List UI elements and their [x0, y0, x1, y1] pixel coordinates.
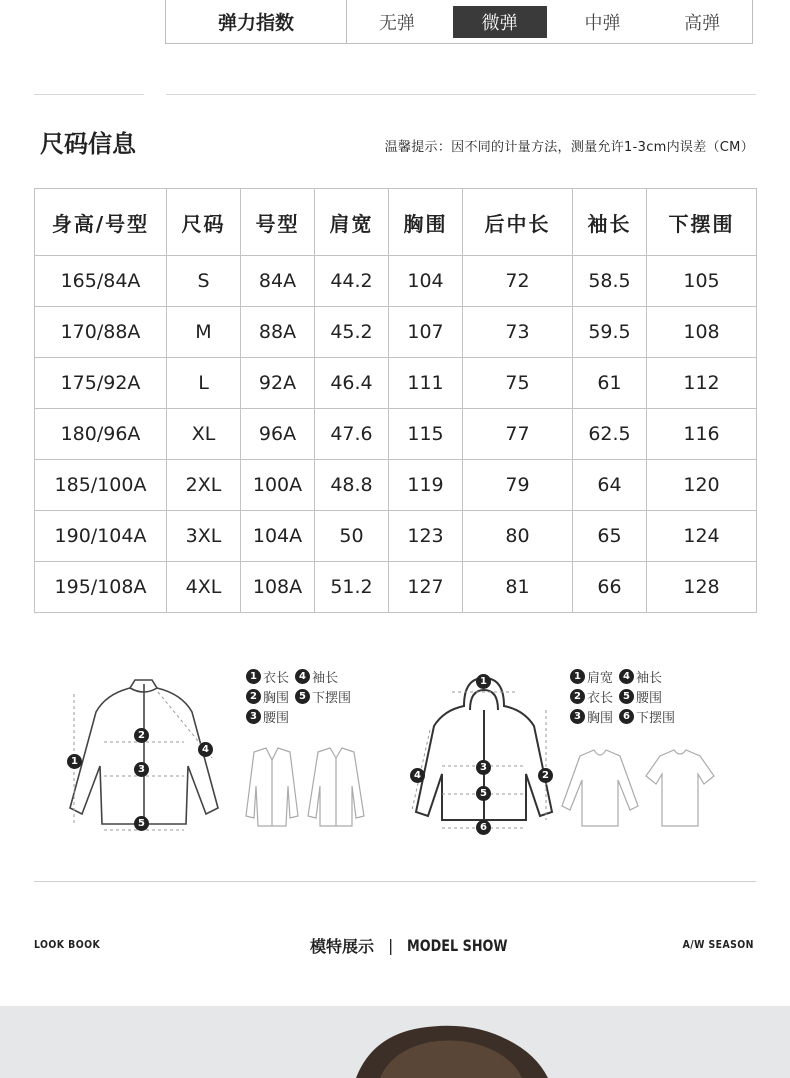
- table-cell: 190/104A: [35, 511, 167, 562]
- table-cell: 104: [389, 256, 463, 307]
- size-table-body: [35, 256, 757, 613]
- table-cell: 80: [463, 511, 573, 562]
- legend-num: 1: [246, 669, 261, 684]
- legend-label: 腰围: [636, 690, 663, 706]
- model-show-en: MODEL SHOW: [407, 936, 508, 955]
- table-row: [35, 307, 757, 358]
- elasticity-row: [165, 0, 753, 44]
- table-cell: 46.4: [315, 358, 389, 409]
- table-cell: 81: [463, 562, 573, 613]
- measurement-tip: 温馨提示：因不同的计量方法，测量允许1-3cm内误差（CM）: [384, 140, 754, 155]
- legend-label: 胸围: [587, 710, 614, 726]
- table-cell: 127: [389, 562, 463, 613]
- table-row: [35, 358, 757, 409]
- table-row: [35, 256, 757, 307]
- marker-2: 2: [134, 728, 149, 743]
- table-cell: 108A: [241, 562, 315, 613]
- legend-num: 2: [246, 689, 261, 704]
- table-cell: 73: [463, 307, 573, 358]
- table-cell: 108: [647, 307, 757, 358]
- legend-label: 肩宽: [587, 670, 614, 686]
- legend-num: 6: [619, 709, 634, 724]
- table-cell: 116: [647, 409, 757, 460]
- elasticity-label: 弹力指数: [166, 0, 347, 43]
- marker-1: 1: [67, 754, 82, 769]
- table-cell: 62.5: [573, 409, 647, 460]
- marker-1: 1: [476, 674, 491, 689]
- marker-5: 5: [476, 786, 491, 801]
- table-row: [35, 409, 757, 460]
- marker-3: 3: [134, 762, 149, 777]
- table-cell: S: [167, 256, 241, 307]
- col-header-hem: 下摆围: [647, 189, 757, 256]
- elasticity-option-medium: 中弹: [584, 12, 621, 34]
- legend-label: 下摆围: [636, 710, 676, 726]
- table-cell: XL: [167, 409, 241, 460]
- table-cell: 115: [389, 409, 463, 460]
- table-cell: 84A: [241, 256, 315, 307]
- table-cell: 2XL: [167, 460, 241, 511]
- legend-label: 袖长: [312, 670, 339, 686]
- legend-left: [246, 666, 357, 726]
- table-cell: 79: [463, 460, 573, 511]
- col-header-height-type: 身高/号型: [35, 189, 167, 256]
- table-header-row: [35, 189, 757, 256]
- table-cell: 165/84A: [35, 256, 167, 307]
- divider: [34, 881, 756, 882]
- table-cell: 123: [389, 511, 463, 562]
- table-cell: 105: [647, 256, 757, 307]
- elasticity-option-high: 高弹: [684, 12, 721, 34]
- table-cell: L: [167, 358, 241, 409]
- table-cell: 75: [463, 358, 573, 409]
- table-row: [35, 460, 757, 511]
- model-photo: [0, 1006, 790, 1078]
- table-cell: 48.8: [315, 460, 389, 511]
- legend-label: 衣长: [263, 670, 290, 686]
- lookbook-label: LOOK BOOK: [34, 938, 101, 951]
- table-cell: 96A: [241, 409, 315, 460]
- table-cell: 180/96A: [35, 409, 167, 460]
- table-cell: 88A: [241, 307, 315, 358]
- table-row: [35, 511, 757, 562]
- legend-right: [570, 666, 681, 726]
- table-cell: 120: [647, 460, 757, 511]
- measurement-diagram: [60, 660, 760, 850]
- table-cell: 64: [573, 460, 647, 511]
- legend-num: 5: [295, 689, 310, 704]
- legend-num: 3: [246, 709, 261, 724]
- heading-separator: |: [388, 936, 394, 955]
- col-header-shoulder: 肩宽: [315, 189, 389, 256]
- table-cell: 3XL: [167, 511, 241, 562]
- marker-4: 4: [410, 768, 425, 783]
- table-cell: 44.2: [315, 256, 389, 307]
- table-cell: M: [167, 307, 241, 358]
- table-cell: 119: [389, 460, 463, 511]
- model-show-cn: 模特展示: [310, 937, 375, 956]
- table-cell: 124: [647, 511, 757, 562]
- legend-num: 4: [619, 669, 634, 684]
- season-label: A/W SEASON: [682, 938, 754, 951]
- table-cell: 59.5: [573, 307, 647, 358]
- model-show-heading: [310, 934, 533, 957]
- table-cell: 65: [573, 511, 647, 562]
- size-table: [34, 188, 757, 613]
- model-hair-image: [0, 1006, 790, 1078]
- table-cell: 111: [389, 358, 463, 409]
- table-cell: 66: [573, 562, 647, 613]
- table-cell: 195/108A: [35, 562, 167, 613]
- table-cell: 45.2: [315, 307, 389, 358]
- table-cell: 47.6: [315, 409, 389, 460]
- legend-num: 2: [570, 689, 585, 704]
- legend-label: 下摆围: [312, 690, 352, 706]
- table-cell: 107: [389, 307, 463, 358]
- legend-label: 衣长: [587, 690, 614, 706]
- legend-num: 3: [570, 709, 585, 724]
- table-cell: 51.2: [315, 562, 389, 613]
- table-cell: 77: [463, 409, 573, 460]
- col-header-type: 号型: [241, 189, 315, 256]
- legend-label: 胸围: [263, 690, 290, 706]
- legend-num: 4: [295, 669, 310, 684]
- legend-num: 5: [619, 689, 634, 704]
- blazer-sketch-icon: [236, 746, 376, 836]
- table-row: [35, 562, 757, 613]
- table-cell: 128: [647, 562, 757, 613]
- elasticity-option-none: 无弹: [378, 12, 415, 34]
- table-cell: 50: [315, 511, 389, 562]
- col-header-size: 尺码: [167, 189, 241, 256]
- legend-label: 袖长: [636, 670, 663, 686]
- divider: [34, 94, 144, 95]
- legend-num: 1: [570, 669, 585, 684]
- legend-label: 腰围: [263, 710, 290, 726]
- section-title: 尺码信息: [40, 130, 136, 158]
- col-header-back-length: 后中长: [463, 189, 573, 256]
- marker-4: 4: [198, 742, 213, 757]
- table-cell: 100A: [241, 460, 315, 511]
- table-cell: 61: [573, 358, 647, 409]
- table-cell: 112: [647, 358, 757, 409]
- marker-5: 5: [134, 816, 149, 831]
- marker-3: 3: [476, 760, 491, 775]
- marker-6: 6: [476, 820, 491, 835]
- col-header-chest: 胸围: [389, 189, 463, 256]
- table-cell: 72: [463, 256, 573, 307]
- elasticity-option-slight: 微弹: [453, 6, 547, 38]
- table-cell: 92A: [241, 358, 315, 409]
- marker-2: 2: [538, 768, 553, 783]
- table-cell: 4XL: [167, 562, 241, 613]
- table-cell: 104A: [241, 511, 315, 562]
- table-cell: 175/92A: [35, 358, 167, 409]
- table-cell: 58.5: [573, 256, 647, 307]
- table-cell: 170/88A: [35, 307, 167, 358]
- col-header-sleeve: 袖长: [573, 189, 647, 256]
- divider: [166, 94, 756, 95]
- tshirt-sketch-icon: [560, 746, 720, 836]
- table-cell: 185/100A: [35, 460, 167, 511]
